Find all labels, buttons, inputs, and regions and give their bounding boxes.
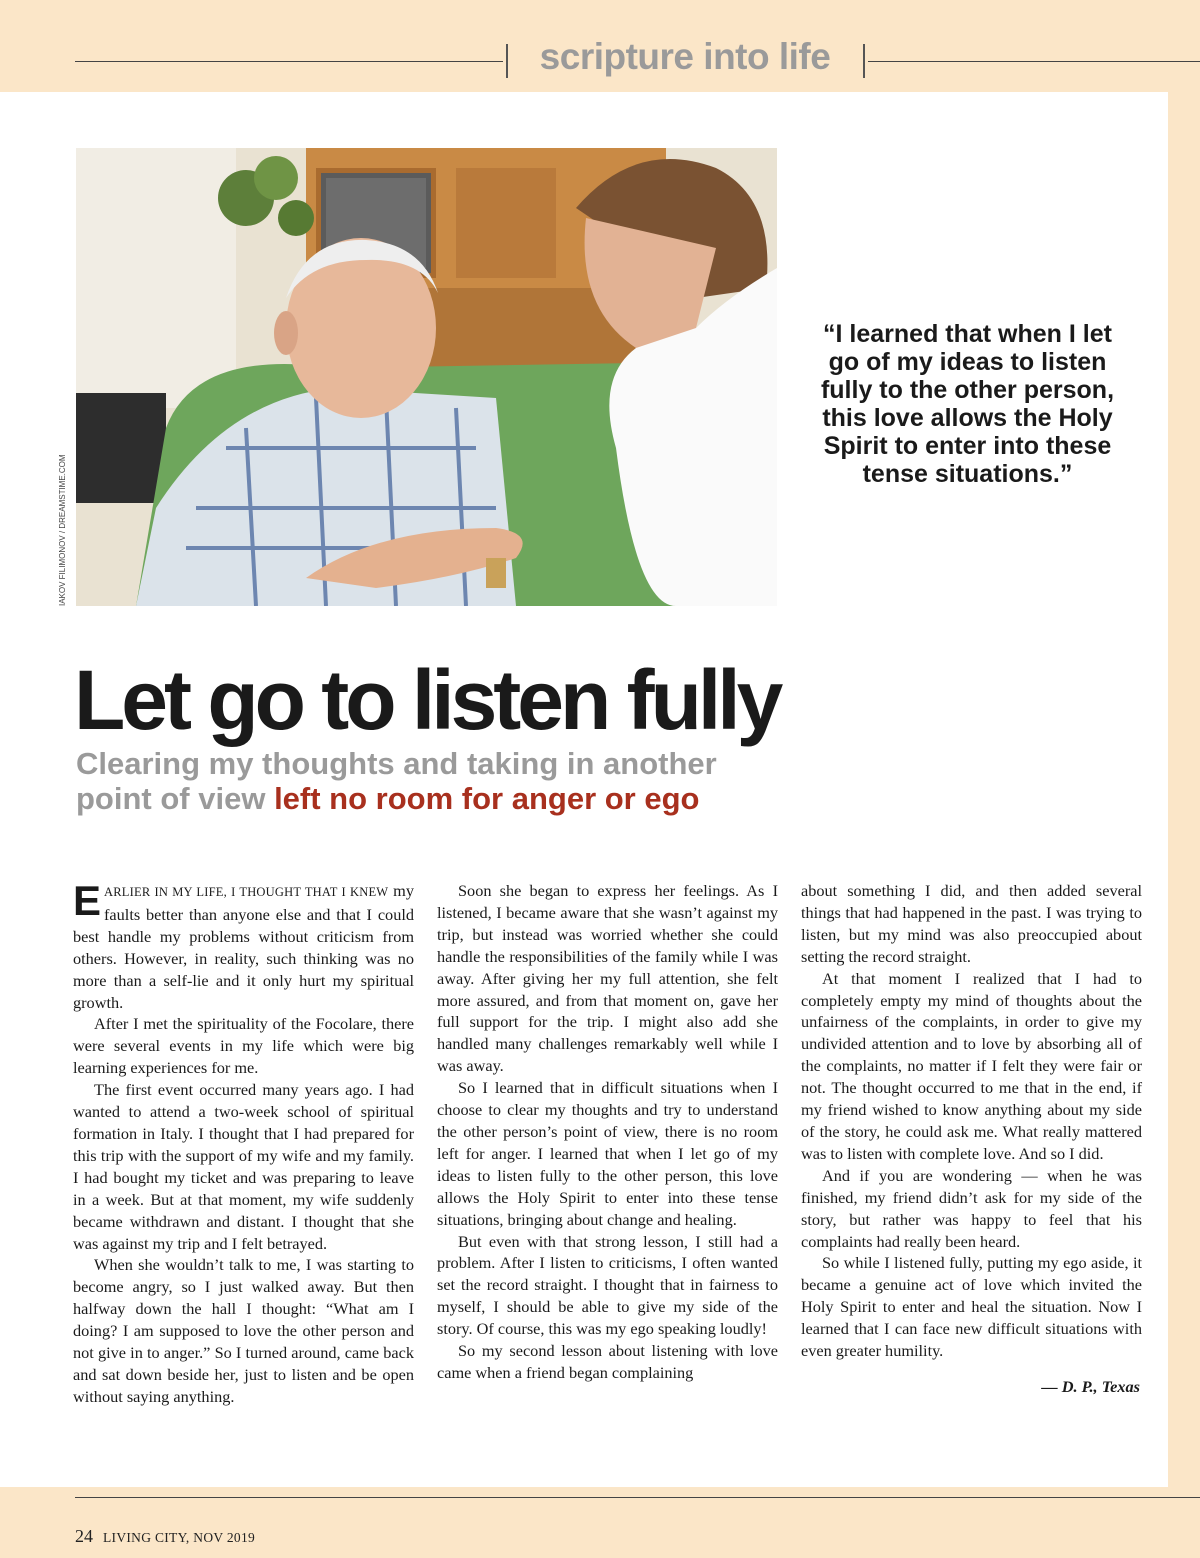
paragraph-5: Soon she began to express her feelings. As I listened, I became aware that she wasn’t against my trip, but instead was worried whether she could handle the responsibilities of the family while I was away. After giving her my full attention, she felt more assured, and from that moment on, gave her full support for the trip. I might also add she handled many challenges remarkably well while I was away. bbox=[437, 881, 778, 1076]
article-column-1 bbox=[73, 877, 414, 1408]
article-column-3 bbox=[801, 880, 1142, 1398]
paragraph-4: When she wouldn’t talk to me, I was starting to become angry, so I just walked away. But then halfway down the hall I thought: “What am I doing? I am supposed to love the other person and not give in to anger.” So I turned around, came back and sat down beside her, just to listen and be open without saying anything. bbox=[73, 1255, 414, 1406]
header-divider-right bbox=[863, 44, 865, 78]
paragraph-1 bbox=[73, 877, 414, 1013]
paragraph-11: So while I listened fully, putting my ego aside, it became a genuine act of love which invited the Holy Spirit to enter and heal the situation. Now I learned that I can face new difficult situations with even greater humility. bbox=[801, 1253, 1142, 1361]
paragraph-7: But even with that strong lesson, I still had a problem. After I listen to criticisms, I often wanted set the record straight. I thought that in fairness to myself, I should be able to give my side of the story. Of course, this was my ego speaking loudly! bbox=[437, 1231, 778, 1339]
page-number: 24 bbox=[75, 1526, 93, 1546]
header-rule-left bbox=[75, 61, 503, 62]
subhead-accent: left no room for anger or ego bbox=[274, 781, 700, 816]
article-column-2 bbox=[437, 880, 778, 1384]
paragraph-2: After I met the spirituality of the Focolare, there were several events in my life which were big learning experiences for me. bbox=[73, 1014, 414, 1078]
subhead bbox=[76, 746, 796, 816]
publication-issue: LIVING CITY, NOV 2019 bbox=[103, 1530, 256, 1545]
paragraph-8-continued: about something I did, and then added several things that had happened in the past. I was trying to listen, but my mind was also preoccupied about setting the record straight. bbox=[801, 881, 1142, 966]
pull-quote: “I learned that when I let go of my ideas to listen fully to the other person, this love allows the Holy Spirit to enter into these tense situations.” bbox=[820, 320, 1115, 488]
photo-credit: IAKOV FILIMONOV / DREAMSTIME.COM bbox=[58, 454, 67, 606]
headline: Let go to listen fully bbox=[74, 653, 780, 747]
paragraph-6: So I learned that in difficult situations when I choose to clear my thoughts and try to understand the other person’s point of view, there is no room left for anger. I learned that when I let go of my ideas to listen fully to the other person, this love allows the Holy Spirit to enter into these tense situations, bringing about change and healing. bbox=[437, 1078, 778, 1229]
section-title: scripture into life bbox=[539, 36, 831, 77]
header-rule-right bbox=[868, 61, 1200, 62]
paragraph-1-text: my faults better than anyone else and that I could best handle my problems without criticism from others. However, in reality, such thinking was no more than a self-lie and it only hurt my spiritual growth. bbox=[73, 881, 414, 1012]
lead-in: ARLIER IN MY LIFE, I THOUGHT THAT I KNEW bbox=[104, 885, 389, 899]
photo-older-man-and-woman-talking-icon bbox=[76, 148, 777, 606]
paragraph-9: At that moment I realized that I had to completely empty my mind of thoughts about the unfairness of the complaints, in order to give my undivided attention and to love by absorbing all of the complaints, no matter if I felt they were fair or not. The thought occurred to me that in the end, if my friend wished to know anything about my side of the story, he could ask me. What really mattered was to listen with complete love. And so I did. bbox=[801, 968, 1142, 1163]
footer-rule bbox=[75, 1497, 1200, 1498]
article-photo bbox=[76, 148, 777, 606]
drop-cap: E bbox=[73, 877, 102, 924]
paragraph-3: The first event occurred many years ago. I had wanted to attend a two-week school of spiritual formation in Italy. I thought that I had prepared for this trip with the support of my wife and my family. I had bought my ticket and was preparing to leave in a week. But at that moment, my wife suddenly became withdrawn and distant. I thought that she was against my trip and I felt betrayed. bbox=[73, 1080, 414, 1253]
header-divider-left bbox=[506, 44, 508, 78]
paragraph-8: So my second lesson about listening with love came when a friend began complaining bbox=[437, 1341, 778, 1382]
subhead-grey: Clearing my thoughts and taking in another point of view bbox=[76, 746, 717, 816]
author-signature: — D. P., Texas bbox=[1041, 1376, 1140, 1396]
paragraph-10: And if you are wondering — when he was finished, my friend didn’t ask for my side of the story, but rather was happy to feel that his complaints had really been heard. bbox=[801, 1165, 1142, 1251]
page-footer bbox=[75, 1526, 255, 1547]
